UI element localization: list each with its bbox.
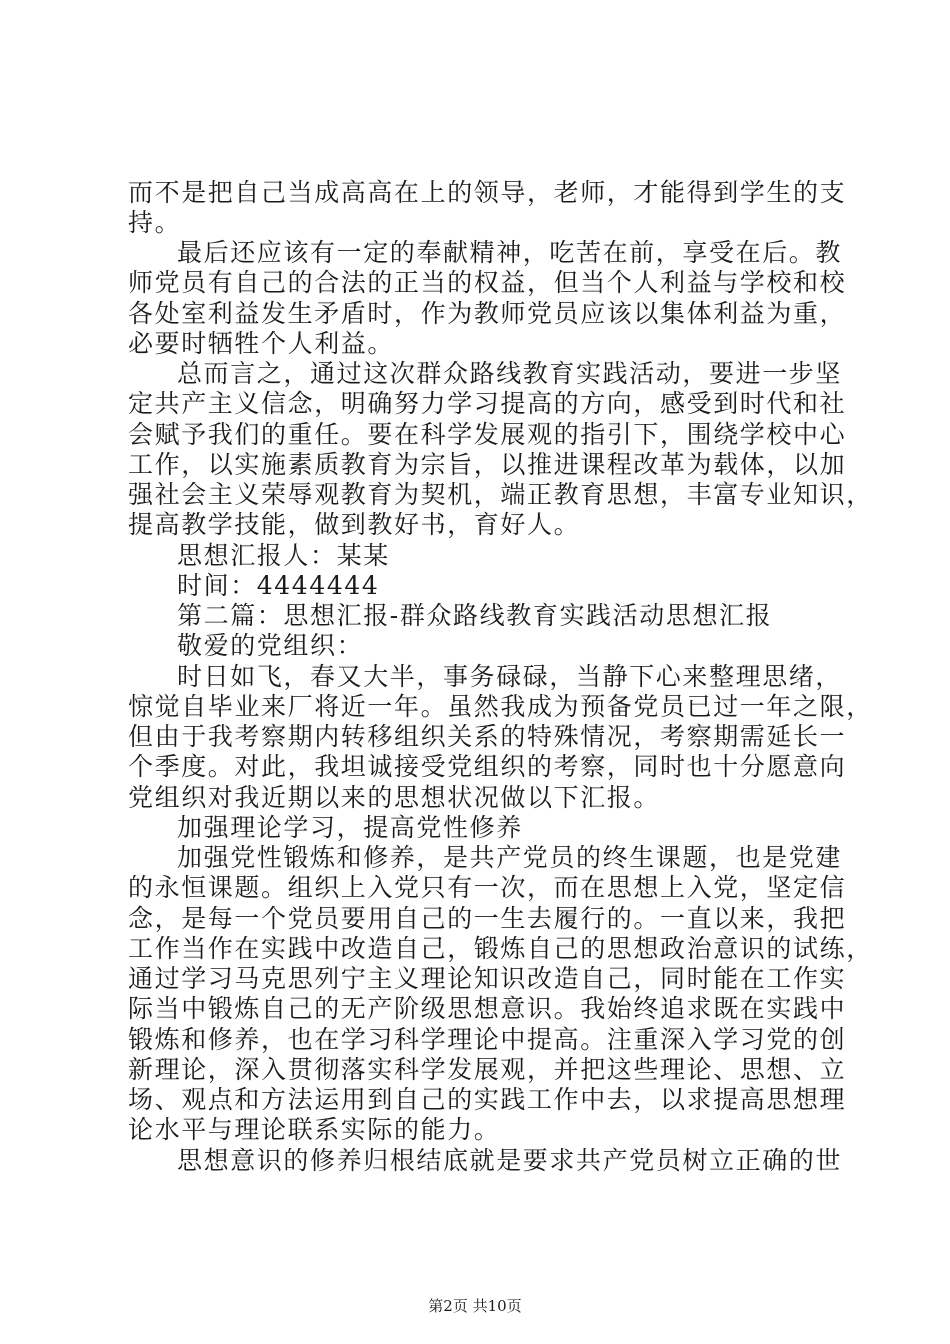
text-line: 工作当作在实践中改造自己，锻炼自己的思想政治意识的试练， — [128, 934, 873, 963]
text-line: 的永恒课题。组织上入党只有一次，而在思想上入党，坚定信 — [128, 873, 847, 902]
text-line: 论水平与理论联系实际的能力。 — [128, 1115, 501, 1144]
text-line: 新理论，深入贯彻落实科学发展观，并把这些理论、思想、立 — [128, 1055, 847, 1084]
paragraph-first-line: 加强党性锻炼和修养，是共产党员的终生课题，也是党建 — [177, 843, 843, 872]
text-line: 而不是把自己当成高高在上的领导，老师，才能得到学生的支 — [128, 178, 847, 207]
text-line: 提高教学技能，做到教好书，育好人。 — [128, 510, 581, 539]
text-line: 必要时牺牲个人利益。 — [128, 329, 395, 358]
text-line: 定共产主义信念，明确努力学习提高的方向，感受到时代和社 — [128, 389, 847, 418]
paragraph-first-line: 思想意识的修养归根结底就是要求共产党员树立正确的世 — [177, 1146, 843, 1175]
salutation: 敬爱的党组织： — [177, 631, 364, 660]
text-line: 个季度。对此，我坦诚接受党组织的考察，同时也十分愿意向 — [128, 752, 847, 781]
text-line: 际当中锻炼自己的无产阶级思想意识。我始终追求既在实践中 — [128, 994, 847, 1023]
text-line: 念，是每一个党员要用自己的一生去履行的。一直以来，我把 — [128, 904, 847, 933]
text-line: 但由于我考察期内转移组织关系的特殊情况，考察期需延长一 — [128, 722, 847, 751]
text-line: 锻炼和修养，也在学习科学理论中提高。注重深入学习党的创 — [128, 1025, 847, 1054]
text-line: 师党员有自己的合法的正当的权益，但当个人利益与学校和校 — [128, 268, 847, 297]
paragraph-first-line: 总而言之，通过这次群众路线教育实践活动，要进一步坚 — [177, 359, 843, 388]
paragraph-first-line: 时日如飞，春又大半，事务碌碌，当静下心来整理思绪， — [177, 662, 843, 691]
text-line: 会赋予我们的重任。要在科学发展观的指引下，围绕学校中心 — [128, 420, 847, 449]
text-line: 惊觉自毕业来厂将近一年。虽然我成为预备党员已过一年之限， — [128, 692, 873, 721]
section-heading: 第二篇：思想汇报-群众路线教育实践活动思想汇报 — [177, 601, 773, 630]
subsection-heading: 加强理论学习，提高党性修养 — [177, 813, 523, 842]
text-line: 党组织对我近期以来的思想状况做以下汇报。 — [128, 783, 661, 812]
report-time: 时间：4444444 — [177, 571, 380, 600]
text-line: 通过学习马克思列宁主义理论知识改造自己，同时能在工作实 — [128, 964, 847, 993]
text-line: 工作，以实施素质教育为宗旨，以推进课程改革为载体，以加 — [128, 450, 847, 479]
text-line: 强社会主义荣辱观教育为契机，端正教育思想，丰富专业知识， — [128, 480, 873, 509]
text-line: 各处室利益发生矛盾时，作为教师党员应该以集体利益为重， — [128, 299, 847, 328]
reporter-name: 思想汇报人：某某 — [177, 541, 390, 570]
page-number-footer: 第2页 共10页 — [428, 1297, 522, 1315]
text-line: 持。 — [128, 208, 182, 237]
paragraph-first-line: 最后还应该有一定的奉献精神，吃苦在前，享受在后。教 — [177, 238, 843, 267]
text-line: 场、观点和方法运用到自己的实践工作中去，以求提高思想理 — [128, 1085, 847, 1114]
